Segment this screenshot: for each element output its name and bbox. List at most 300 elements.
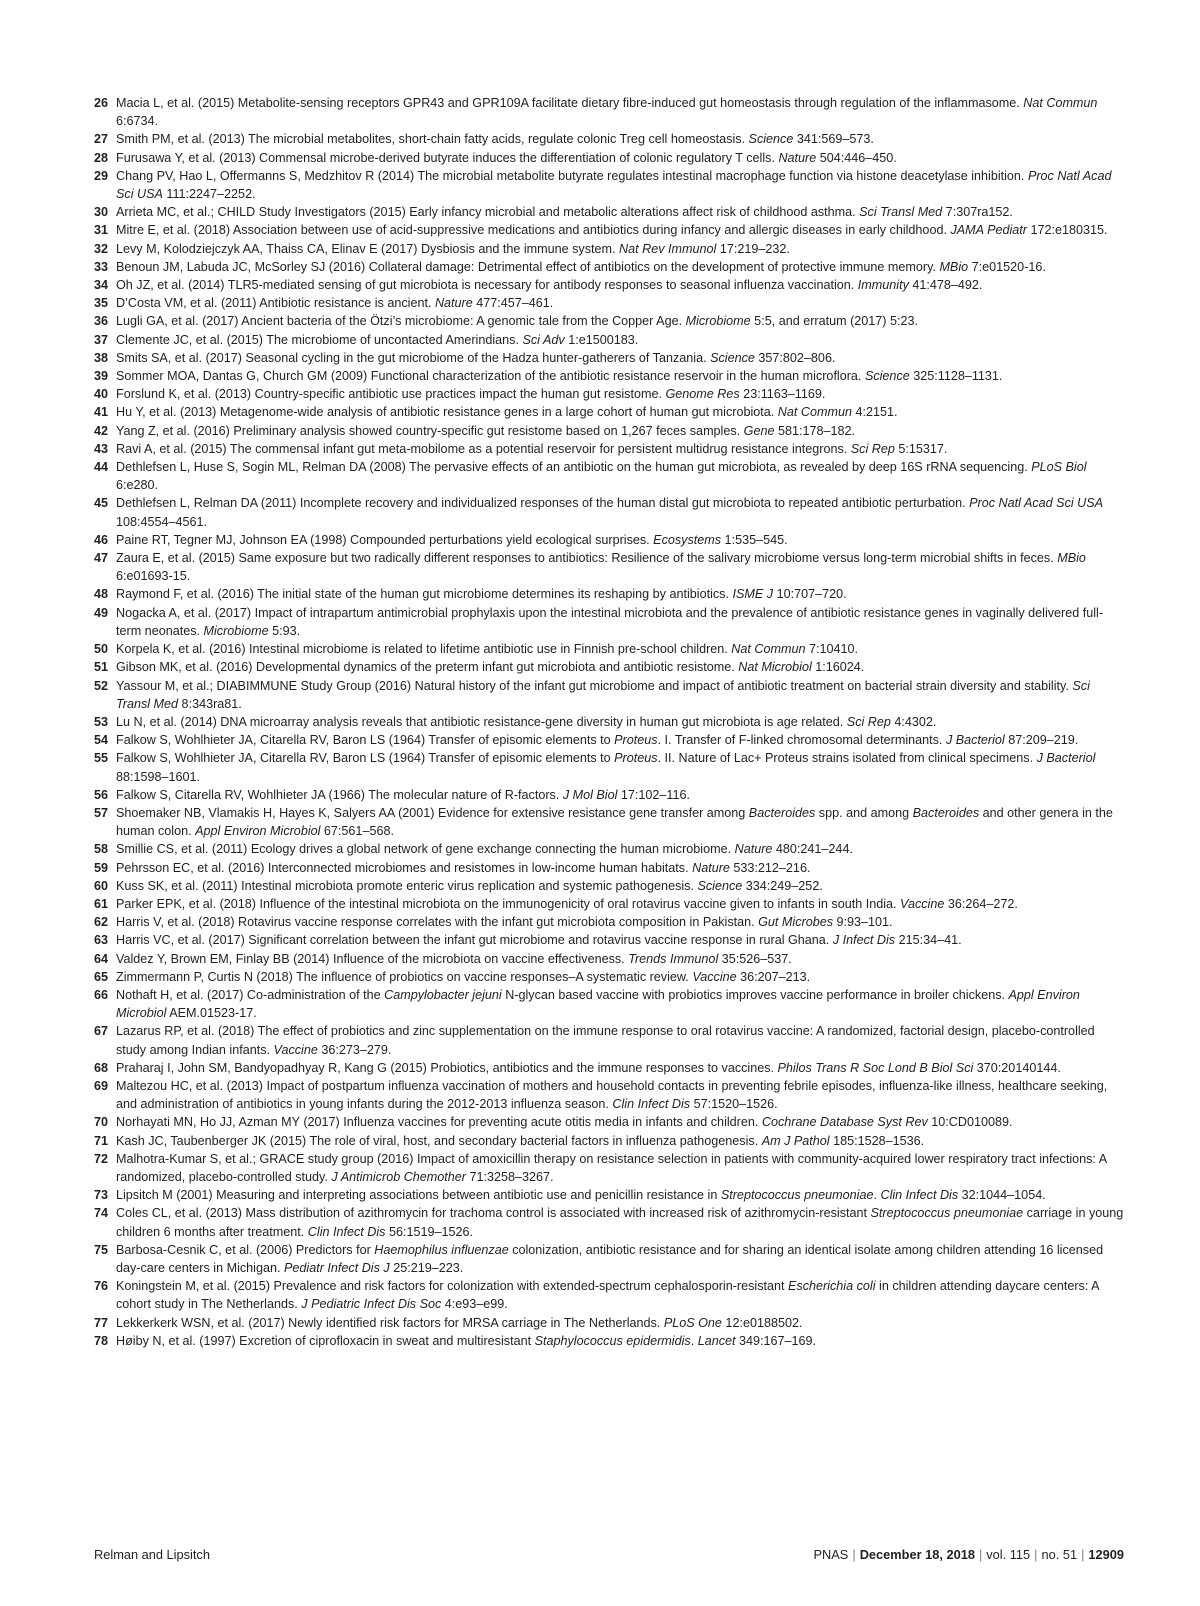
reference-segment: 32:1044–1054. xyxy=(958,1188,1046,1203)
reference-number: 41 xyxy=(94,405,109,420)
journal-name: Nat Rev Immunol xyxy=(619,241,717,256)
journal-name: Lancet xyxy=(697,1333,736,1348)
reference-segment: 8:343ra81. xyxy=(178,696,242,711)
reference-segment: 71:3258–3267. xyxy=(466,1169,554,1184)
reference-segment: AEM.01523-17. xyxy=(166,1006,257,1021)
journal-name: Cochrane Database Syst Rev xyxy=(761,1115,928,1130)
reference-text xyxy=(116,733,1078,747)
journal-name: Science xyxy=(697,878,743,893)
reference-segment: 172:e180315. xyxy=(1026,223,1108,238)
reference-number: 70 xyxy=(94,1115,109,1130)
reference-item xyxy=(94,440,1124,458)
journal-name: Immunity xyxy=(857,278,909,293)
reference-text xyxy=(116,715,936,729)
journal-name: MBio xyxy=(939,259,969,274)
reference-segment: 36:264–272. xyxy=(944,896,1018,911)
reference-text xyxy=(116,1061,1061,1075)
reference-segment: D’Costa VM, et al. (2011) Antibiotic resistance is ancient. xyxy=(116,296,435,311)
journal-name: Trends Immunol xyxy=(628,951,719,966)
reference-text xyxy=(116,1079,1107,1111)
reference-text xyxy=(116,424,855,438)
reference-item xyxy=(94,950,1124,968)
footer-journal: PNAS xyxy=(813,1547,849,1562)
reference-item xyxy=(94,1241,1124,1277)
reference-item xyxy=(94,458,1124,494)
reference-segment: Dethlefsen L, Huse S, Sogin ML, Relman DA (2008) The pervasive effects of an antibiotic on the human gut microbiota, as revealed by deep 16S rRNA sequencing. xyxy=(116,460,1032,475)
reference-item xyxy=(94,931,1124,949)
reference-item xyxy=(94,331,1124,349)
reference-segment: Zimmermann P, Curtis N (2018) The influence of probiotics on vaccine responses–A systematic review. xyxy=(116,969,693,984)
reference-text xyxy=(116,952,792,966)
journal-name: Vaccine xyxy=(273,1042,318,1057)
reference-number: 53 xyxy=(94,714,109,729)
reference-segment: 1:535–545. xyxy=(721,532,788,547)
reference-number: 43 xyxy=(94,441,109,456)
reference-segment: Sommer MOA, Dantas G, Church GM (2009) Functional characterization of the antibiotic resistance reservoir in the human microflora. xyxy=(116,369,865,384)
reference-item xyxy=(94,422,1124,440)
reference-item xyxy=(94,749,1124,785)
journal-name: Sci Rep xyxy=(850,441,895,456)
journal-name: Appl Environ Microbiol xyxy=(195,824,321,839)
reference-number: 27 xyxy=(94,132,109,147)
journal-name: Sci Transl Med xyxy=(116,678,1090,711)
reference-segment: 87:209–219. xyxy=(1004,733,1079,748)
reference-item xyxy=(94,677,1124,713)
footer-page-number: 12909 xyxy=(1088,1547,1124,1562)
reference-text xyxy=(116,988,1080,1020)
reference-number: 37 xyxy=(94,332,109,347)
footer-separator: | xyxy=(978,1547,983,1562)
reference-text xyxy=(116,223,1108,237)
reference-item xyxy=(94,240,1124,258)
reference-item xyxy=(94,294,1124,312)
reference-segment: Chang PV, Hao L, Offermanns S, Medzhitov R (2014) The microbial metabolite butyrate regulates intestinal macrophage function via histone deacetylase inhibition. xyxy=(116,168,1028,183)
reference-item xyxy=(94,349,1124,367)
reference-number: 60 xyxy=(94,878,109,893)
reference-number: 33 xyxy=(94,259,109,274)
reference-text xyxy=(116,1316,802,1330)
reference-segment: Lazarus RP, et al. (2018) The effect of probiotics and zinc supplementation on the immune response to oral rotavirus vaccine: A randomized, factorial design, placebo-controlled study among Indian infants. xyxy=(116,1024,1095,1057)
reference-segment: 12:e0188502. xyxy=(721,1315,803,1330)
reference-number: 31 xyxy=(94,223,109,238)
reference-segment: 56:1519–1526. xyxy=(385,1224,474,1239)
reference-segment: Yassour M, et al.; DIABIMMUNE Study Group (2016) Natural history of the infant gut microbiome and impact of antibiotic treatment on bacterial strain diversity and stability. xyxy=(116,678,1073,693)
reference-segment: 7:307ra152. xyxy=(942,205,1013,220)
species-name: Proteus xyxy=(614,751,658,766)
reference-text xyxy=(116,806,1113,838)
footer-authors: Relman and Lipsitch xyxy=(94,1547,210,1562)
reference-text xyxy=(116,314,918,328)
reference-segment: Ravi A, et al. (2015) The commensal infant gut meta-mobilome as a potential reservoir for persistent multidrug resistance integrons. xyxy=(116,441,851,456)
reference-item xyxy=(94,276,1124,294)
reference-text xyxy=(116,679,1090,711)
reference-text xyxy=(116,333,638,347)
reference-number: 39 xyxy=(94,369,109,384)
reference-number: 72 xyxy=(94,1151,109,1166)
reference-item xyxy=(94,130,1124,148)
reference-segment: Kash JC, Taubenberger JK (2015) The role of viral, host, and secondary bacterial factors in influenza pathogenesis. xyxy=(116,1133,762,1148)
reference-segment: Raymond F, et al. (2016) The initial state of the human gut microbiome determines its reshaping by antibiotics. xyxy=(116,587,733,602)
species-name: Streptococcus pneumoniae xyxy=(720,1188,874,1203)
reference-segment: 10:707–720. xyxy=(773,587,847,602)
reference-segment: Shoemaker NB, Vlamakis H, Hayes K, Salyers AA (2001) Evidence for extensive resistance gene transfer among xyxy=(116,805,749,820)
reference-number: 56 xyxy=(94,787,109,802)
reference-number: 26 xyxy=(94,96,109,110)
journal-name: Vaccine xyxy=(900,896,945,911)
reference-segment: Korpela K, et al. (2016) Intestinal microbiome is related to lifetime antibiotic use in Finnish pre-school children. xyxy=(116,642,732,657)
reference-segment: Nogacka A, et al. (2017) Impact of intrapartum antimicrobial prophylaxis upon the intestinal microbiota and the prevalence of antibiotic resistance genes in vaginally delivered full-term neonates. xyxy=(116,605,1104,638)
reference-item xyxy=(94,549,1124,585)
reference-item xyxy=(94,531,1124,549)
reference-text xyxy=(116,496,1103,528)
species-name: Campylobacter jejuni xyxy=(384,987,502,1002)
reference-item xyxy=(94,403,1124,421)
journal-name: PLoS Biol xyxy=(1031,460,1087,475)
reference-item xyxy=(94,367,1124,385)
reference-segment: Harris VC, et al. (2017) Significant correlation between the infant gut microbiome and rotavirus vaccine response in rural Ghana. xyxy=(116,933,833,948)
reference-number: 59 xyxy=(94,860,109,875)
reference-text xyxy=(116,387,825,401)
journal-name: Clin Infect Dis xyxy=(612,1097,691,1112)
reference-segment: Macia L, et al. (2015) Metabolite-sensing receptors GPR43 and GPR109A facilitate dietary fibre-induced gut homeostasis through regulation of the inflammasome. xyxy=(116,96,1024,110)
reference-item xyxy=(94,1113,1124,1131)
reference-number: 66 xyxy=(94,987,109,1002)
reference-segment: Harris V, et al. (2018) Rotavirus vaccine response correlates with the infant gut microbiota composition in Pakistan. xyxy=(116,915,759,930)
reference-item xyxy=(94,658,1124,676)
reference-number: 62 xyxy=(94,915,109,930)
species-name: Proteus xyxy=(614,733,658,748)
reference-segment: Lugli GA, et al. (2017) Ancient bacteria of the Ötzi’s microbiome: A genomic tale from the Copper Age. xyxy=(116,314,686,329)
reference-segment: 1:16024. xyxy=(811,660,865,675)
footer-citation xyxy=(814,1546,1125,1564)
reference-item xyxy=(94,203,1124,221)
journal-name: Proc Natl Acad Sci USA xyxy=(116,168,1112,202)
reference-item xyxy=(94,312,1124,330)
reference-item xyxy=(94,494,1124,530)
reference-segment: . I. Transfer of F-linked chromosomal determinants. xyxy=(657,733,946,748)
reference-segment: Benoun JM, Labuda JC, McSorley SJ (2016) Collateral damage: Detrimental effect of antibiotics on the development of protective immune memory. xyxy=(116,259,940,274)
reference-text xyxy=(116,460,1087,492)
reference-segment: N-glycan based vaccine with probiotics improves vaccine performance in broiler chickens. xyxy=(501,987,1009,1002)
journal-name: Science xyxy=(710,350,755,365)
reference-item xyxy=(94,1204,1124,1240)
reference-segment: 23:1163–1169. xyxy=(739,387,826,402)
journal-name: Vaccine xyxy=(692,969,737,984)
journal-name: Genome Res xyxy=(665,387,740,402)
footer-separator: | xyxy=(1081,1547,1085,1562)
reference-segment: Gibson MK, et al. (2016) Developmental dynamics of the preterm infant gut microbiota and antibiotic resistome. xyxy=(116,660,739,675)
reference-text xyxy=(116,551,1086,583)
reference-segment: 334:249–252. xyxy=(742,878,823,893)
reference-segment: in children attending daycare centers: A cohort study in The Netherlands. xyxy=(116,1279,1099,1312)
journal-name: Sci Rep xyxy=(846,714,891,729)
reference-text xyxy=(116,296,553,310)
reference-segment: 4:4302. xyxy=(890,714,937,729)
reference-number: 34 xyxy=(94,278,109,293)
reference-segment: 35:526–537. xyxy=(718,951,792,966)
reference-item xyxy=(94,1022,1124,1058)
reference-text xyxy=(116,1134,924,1148)
reference-segment: 36:273–279. xyxy=(317,1042,392,1057)
journal-name: J Bacteriol xyxy=(1036,751,1096,766)
reference-segment: Falkow S, Wohlhieter JA, Citarella RV, Baron LS (1964) Transfer of episomic elements to xyxy=(116,733,615,748)
journal-name: Clin Infect Dis xyxy=(307,1224,386,1239)
reference-segment: 6:e01693-15. xyxy=(116,569,191,584)
reference-text xyxy=(116,205,1013,219)
reference-segment: 7:e01520-16. xyxy=(968,259,1046,274)
reference-item xyxy=(94,968,1124,986)
reference-segment: colonization, antibiotic resistance and for sharing an identical isolate among children attending 16 licensed day-care centers in Michigan. xyxy=(116,1242,1104,1275)
journal-name: Nat Commun xyxy=(1023,96,1098,110)
reference-segment: 5:5, and erratum (2017) 5:23. xyxy=(750,314,919,329)
reference-number: 78 xyxy=(94,1333,109,1348)
reference-number: 49 xyxy=(94,605,109,620)
journal-name: Proc Natl Acad Sci USA xyxy=(969,496,1104,511)
reference-segment: 67:561–568. xyxy=(320,824,394,839)
reference-segment: 10:CD010089. xyxy=(927,1115,1013,1130)
reference-number: 46 xyxy=(94,532,109,547)
reference-number: 63 xyxy=(94,933,109,948)
reference-text xyxy=(116,442,947,456)
footer-separator: | xyxy=(852,1547,856,1562)
journal-name: Nature xyxy=(692,860,730,875)
species-name: Bacteroides xyxy=(912,805,980,820)
journal-name: Nature xyxy=(778,150,817,165)
reference-segment: 41:478–492. xyxy=(908,278,983,293)
reference-text xyxy=(116,1024,1095,1056)
reference-segment: Smillie CS, et al. (2011) Ecology drives a global network of gene exchange connecting the human microbiome. xyxy=(116,842,735,857)
journal-name: J Infect Dis xyxy=(832,933,896,948)
reference-item xyxy=(94,1332,1124,1350)
reference-segment: . xyxy=(873,1188,881,1203)
reference-segment: Smits SA, et al. (2017) Seasonal cycling in the gut microbiome of the Hadza hunter-gatherers of Tanzania. xyxy=(116,350,711,365)
reference-segment: . II. Nature of Lac+ Proteus strains isolated from clinical specimens. xyxy=(657,751,1037,766)
journal-name: J Bacteriol xyxy=(945,733,1005,748)
reference-segment: carriage in young children 6 months after treatment. xyxy=(116,1206,1124,1239)
reference-text xyxy=(116,405,898,419)
journal-name: Appl Environ Microbiol xyxy=(116,987,1080,1021)
journal-name: J Pediatric Infect Dis Soc xyxy=(301,1297,442,1312)
journal-name: Philos Trans R Soc Lond B Biol Sci xyxy=(777,1060,974,1075)
journal-name: Nat Microbiol xyxy=(738,660,812,675)
reference-item xyxy=(94,1277,1124,1313)
reference-item xyxy=(94,713,1124,731)
reference-segment: 9:93–101. xyxy=(833,915,893,930)
reference-number: 58 xyxy=(94,842,109,857)
reference-item xyxy=(94,913,1124,931)
reference-item xyxy=(94,804,1124,840)
reference-segment: Pehrsson EC, et al. (2016) Interconnected microbiomes and resistomes in low-income human habitats. xyxy=(116,860,693,875)
journal-name: Nat Commun xyxy=(731,642,806,657)
reference-number: 36 xyxy=(94,314,109,329)
reference-item xyxy=(94,604,1124,640)
reference-number: 48 xyxy=(94,587,109,602)
reference-segment: Valdez Y, Brown EM, Finlay BB (2014) Influence of the microbiota on vaccine effectiveness. xyxy=(116,951,629,966)
footer-separator: | xyxy=(1034,1547,1038,1562)
footer-issue: no. 51 xyxy=(1041,1547,1078,1562)
reference-segment: and other genera in the human colon. xyxy=(116,805,1113,839)
footer-date: December 18, 2018 xyxy=(859,1547,975,1562)
reference-text xyxy=(116,788,690,802)
reference-item xyxy=(94,258,1124,276)
reference-segment: 111:2247–2252. xyxy=(162,187,256,202)
reference-segment: Lekkerkerk WSN, et al. (2017) Newly identified risk factors for MRSA carriage in The Netherlands. xyxy=(116,1315,664,1330)
reference-text xyxy=(116,751,1095,783)
reference-number: 50 xyxy=(94,642,109,657)
reference-segment: Malhotra-Kumar S, et al.; GRACE study group (2016) Impact of amoxicillin therapy on resistance selection in patients with community-acquired lower respiratory tract infections: A randomized, placebo-controlled study. xyxy=(116,1151,1107,1184)
reference-segment: 357:802–806. xyxy=(754,350,836,365)
reference-segment: 5:93. xyxy=(268,623,301,638)
reference-text xyxy=(116,933,962,947)
reference-number: 69 xyxy=(94,1078,109,1093)
reference-segment: 6:e280. xyxy=(116,478,159,493)
reference-segment: 25:219–223. xyxy=(389,1261,464,1275)
reference-segment: Coles CL, et al. (2013) Mass distribution of azithromycin for trachoma control is associated with increased risk of azithromycin-resistant xyxy=(116,1206,871,1221)
reference-segment: 349:167–169. xyxy=(735,1333,817,1348)
journal-name: MBio xyxy=(1057,551,1086,566)
reference-text xyxy=(116,369,1002,383)
reference-segment: 185:1528–1536. xyxy=(829,1133,925,1148)
journal-name: Ecosystems xyxy=(653,532,722,547)
reference-segment: 108:4554–4561. xyxy=(116,514,208,529)
reference-text xyxy=(116,970,810,984)
journal-name: PLoS One xyxy=(663,1315,722,1330)
reference-segment: Falkow S, Citarella RV, Wohlhieter JA (1966) The molecular nature of R-factors. xyxy=(116,787,563,802)
reference-number: 52 xyxy=(94,678,109,693)
reference-item xyxy=(94,1059,1124,1077)
reference-number: 42 xyxy=(94,423,109,438)
reference-number: 28 xyxy=(94,150,109,165)
reference-segment: Barbosa-Cesnik C, et al. (2006) Predictors for xyxy=(116,1242,375,1257)
reference-number: 35 xyxy=(94,296,109,311)
journal-name: Microbiome xyxy=(685,314,751,329)
journal-name: Am J Pathol xyxy=(761,1133,830,1148)
reference-number: 51 xyxy=(94,660,109,675)
reference-segment: Levy M, Kolodziejczyk AA, Thaiss CA, Elinav E (2017) Dysbiosis and the immune system. xyxy=(116,241,620,256)
journal-name: J Mol Biol xyxy=(562,787,618,802)
journal-name: Nature xyxy=(734,842,773,857)
reference-number: 74 xyxy=(94,1206,109,1221)
reference-item xyxy=(94,859,1124,877)
journal-name: Science xyxy=(748,132,794,147)
reference-number: 40 xyxy=(94,387,109,402)
reference-segment: Norhayati MN, Ho JJ, Azman MY (2017) Influenza vaccines for preventing acute otitis media in infants and children. xyxy=(116,1115,762,1130)
reference-segment: 341:569–573. xyxy=(793,132,874,147)
species-name: Escherichia coli xyxy=(788,1279,876,1294)
reference-item xyxy=(94,877,1124,895)
reference-text xyxy=(116,915,893,929)
reference-segment: 17:219–232. xyxy=(716,241,790,256)
journal-name: Sci Transl Med xyxy=(859,205,943,220)
reference-item xyxy=(94,1150,1124,1186)
footer-volume: vol. 115 xyxy=(986,1547,1031,1562)
reference-number: 77 xyxy=(94,1315,109,1330)
reference-item xyxy=(94,731,1124,749)
reference-item xyxy=(94,167,1124,203)
reference-number: 73 xyxy=(94,1188,109,1203)
reference-item xyxy=(94,986,1124,1022)
reference-segment: Arrieta MC, et al.; CHILD Study Investigators (2015) Early infancy microbial and metabolic alterations affect risk of childhood asthma. xyxy=(116,205,860,220)
reference-item xyxy=(94,385,1124,403)
reference-text xyxy=(116,861,810,875)
journal-name: Microbiome xyxy=(203,623,269,638)
reference-number: 47 xyxy=(94,551,109,566)
reference-segment: 480:241–244. xyxy=(772,842,853,857)
species-name: Staphylococcus epidermidis xyxy=(534,1333,691,1348)
reference-item xyxy=(94,895,1124,913)
reference-number: 44 xyxy=(94,460,109,475)
reference-segment: 581:178–182. xyxy=(774,423,856,438)
reference-segment: . xyxy=(690,1333,698,1348)
reference-segment: Hu Y, et al. (2013) Metagenome-wide analysis of antibiotic resistance genes in a large cohort of human gut microbiota. xyxy=(116,405,778,420)
reference-segment: Nothaft H, et al. (2017) Co-administration of the xyxy=(116,987,385,1002)
reference-segment: Koningstein M, et al. (2015) Prevalence and risk factors for colonization with extended-spectrum cephalosporin-resistant xyxy=(116,1279,789,1294)
reference-text xyxy=(116,260,1046,274)
reference-text xyxy=(116,242,790,256)
reference-text xyxy=(116,169,1111,201)
journal-name: Pediatr Infect Dis J xyxy=(284,1261,390,1275)
reference-segment: Høiby N, et al. (1997) Excretion of ciprofloxacin in sweat and multiresistant xyxy=(116,1333,535,1348)
reference-segment: Falkow S, Wohlhieter JA, Citarella RV, Baron LS (1964) Transfer of episomic elements to xyxy=(116,751,615,766)
reference-segment: 504:446–450. xyxy=(816,150,897,165)
reference-item xyxy=(94,149,1124,167)
reference-text xyxy=(116,606,1103,638)
reference-segment: Maltezou HC, et al. (2013) Impact of postpartum influenza vaccination of mothers and household contacts in preventing febrile episodes, influenza-like illness, healthcare seeking, and administration of antibiotics in young infants during the 2012-2013 influenza season. xyxy=(116,1078,1108,1112)
species-name: Bacteroides xyxy=(748,805,816,820)
reference-number: 76 xyxy=(94,1279,109,1294)
journal-name: Clin Infect Dis xyxy=(880,1188,959,1203)
reference-list xyxy=(94,94,1124,1350)
reference-segment: Clemente JC, et al. (2015) The microbiome of uncontacted Amerindians. xyxy=(116,332,523,347)
reference-text xyxy=(116,897,1018,911)
reference-number: 29 xyxy=(94,168,109,183)
reference-item xyxy=(94,840,1124,858)
reference-text xyxy=(116,96,1097,128)
reference-segment: Kuss SK, et al. (2011) Intestinal microbiota promote enteric virus replication and systemic pathogenesis. xyxy=(116,878,698,893)
reference-segment: 36:207–213. xyxy=(736,969,811,984)
reference-segment: 325:1128–1131. xyxy=(909,369,1003,384)
reference-segment: 477:457–461. xyxy=(472,296,554,311)
reference-text xyxy=(116,278,982,292)
reference-segment: Dethlefsen L, Relman DA (2011) Incomplete recovery and individualized responses of the human distal gut microbiota to repeated antibiotic perturbation. xyxy=(116,496,970,511)
reference-item xyxy=(94,1077,1124,1113)
reference-number: 30 xyxy=(94,205,109,220)
reference-segment: Mitre E, et al. (2018) Association between use of acid-suppressive medications and antibiotics during infancy and allergic diseases in early childhood. xyxy=(116,223,951,238)
reference-text xyxy=(116,351,835,365)
reference-item xyxy=(94,585,1124,603)
reference-segment: Lu N, et al. (2014) DNA microarray analysis reveals that antibiotic resistance-gene diversity in human gut microbiota is age related. xyxy=(116,714,847,729)
reference-number: 45 xyxy=(94,496,109,511)
reference-text xyxy=(116,660,864,674)
journal-name: J Antimicrob Chemother xyxy=(331,1169,467,1184)
reference-number: 75 xyxy=(94,1242,109,1257)
reference-segment: 88:1598–1601. xyxy=(116,769,201,784)
reference-segment: Oh JZ, et al. (2014) TLR5-mediated sensing of gut microbiota is necessary for antibody responses to seasonal influenza vaccination. xyxy=(116,278,858,293)
reference-segment: Zaura E, et al. (2015) Same exposure but two radically different responses to antibiotics: Resilience of the salivary microbiome versus long-term microbial shifts in feces. xyxy=(116,551,1058,566)
journal-name: Gene xyxy=(743,423,775,438)
reference-text xyxy=(116,1279,1099,1311)
reference-number: 32 xyxy=(94,241,109,256)
reference-text xyxy=(116,1152,1106,1184)
reference-text xyxy=(116,1334,816,1348)
journal-name: Sci Adv xyxy=(522,332,565,347)
reference-item xyxy=(94,1186,1124,1204)
reference-segment: 4:e93–e99. xyxy=(441,1297,508,1312)
reference-segment: 215:34–41. xyxy=(895,933,962,948)
reference-number: 71 xyxy=(94,1133,109,1148)
reference-text xyxy=(116,533,788,547)
reference-number: 65 xyxy=(94,969,109,984)
